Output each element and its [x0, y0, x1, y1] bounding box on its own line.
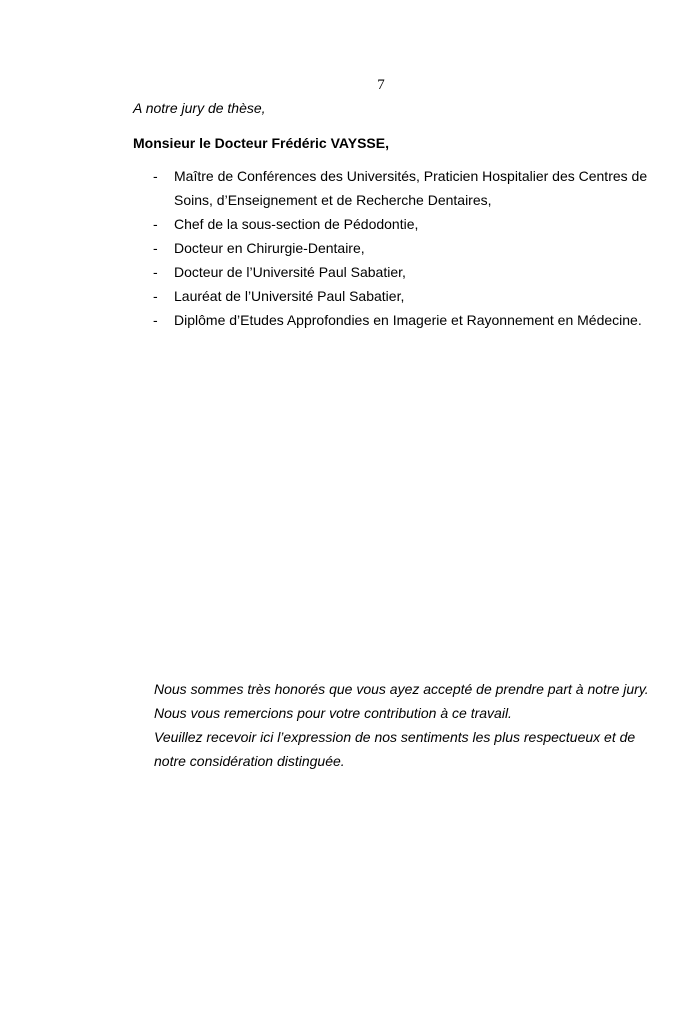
title-text: Docteur en Chirurgie-Dentaire, — [174, 240, 365, 256]
closing-paragraph-thanks: Nous sommes très honorés que vous ayez accepté de prendre part à notre jury. Nous vous remercions pour votre contribution à ce travail. — [154, 681, 649, 721]
page-number: 7 — [377, 77, 385, 93]
bullet-dash: - — [153, 264, 158, 280]
title-text: Diplôme d’Etudes Approfondies en Imagerie et Rayonnement en Médecine. — [174, 312, 642, 328]
title-text: Chef de la sous-section de Pédodontie, — [174, 216, 419, 232]
title-item — [150, 236, 650, 260]
bullet-dash: - — [153, 216, 158, 232]
title-item — [150, 212, 650, 236]
jury-heading: A notre jury de thèse, — [133, 100, 266, 116]
title-text: Docteur de l’Université Paul Sabatier, — [174, 264, 406, 280]
title-item — [150, 260, 650, 284]
jury-member-titles-list — [150, 164, 650, 332]
bullet-dash: - — [153, 240, 158, 256]
bullet-dash: - — [153, 288, 158, 304]
closing-message — [154, 677, 654, 773]
closing-paragraph-regards: Veuillez recevoir ici l’expression de nos sentiments les plus respectueux et de notre considération distinguée. — [154, 729, 636, 769]
bullet-dash: - — [153, 312, 158, 328]
jury-member-name: Monsieur le Docteur Frédéric VAYSSE, — [133, 135, 389, 151]
title-item — [150, 284, 650, 308]
bullet-dash: - — [153, 168, 158, 184]
title-text: Lauréat de l’Université Paul Sabatier, — [174, 288, 405, 304]
title-item — [150, 308, 650, 332]
title-text: Maître de Conférences des Universités, Praticien Hospitalier des Centres de Soins, d’Enseignement et de Recherche Dentaires, — [174, 168, 648, 208]
title-item — [150, 164, 650, 212]
